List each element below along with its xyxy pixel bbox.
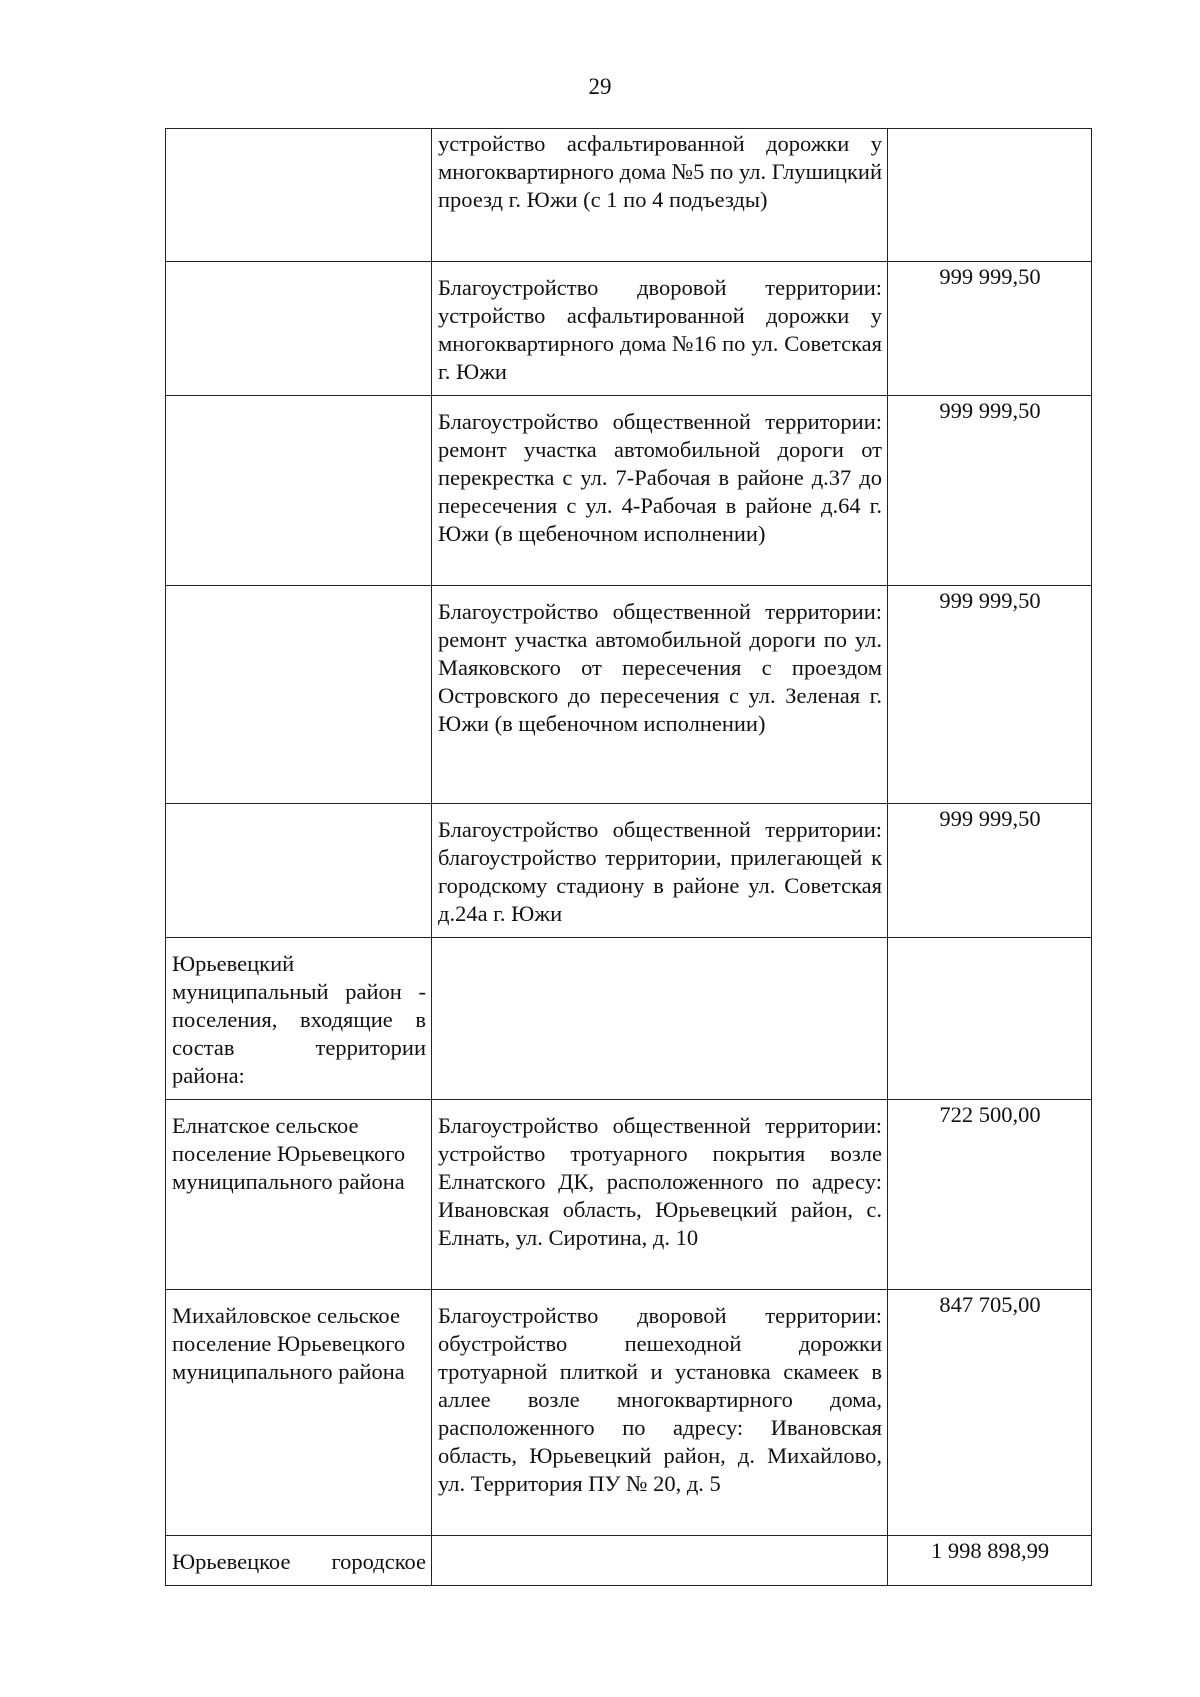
municipality-cell [166,586,432,804]
municipality-cell [166,396,432,586]
amount-cell [888,129,1092,262]
description-cell: Благоустройство общественной территории: благоустройство территории, прилегающей к городскому стадиону в районе ул. Советская д.24а г. Южи [432,804,888,938]
amount-cell: 999 999,50 [888,396,1092,586]
table-row [166,586,1092,804]
description-cell [432,1536,888,1586]
description-cell: устройство асфальтированной дорожки у многоквартирного дома №5 по ул. Глушицкий проезд г. Южи (с 1 по 4 подъезды) [432,129,888,262]
table-row [166,129,1092,262]
municipality-cell: Михайловское сельское поселение Юрьевецкого муниципального района [166,1290,432,1536]
page-number: 29 [588,74,612,99]
description-cell: Благоустройство общественной территории: ремонт участка автомобильной дороги от перекрестка с ул. 7-Рабочая в районе д.37 до пересечения с ул. 4-Рабочая в районе д.64 г. Южи (в щебеночном исполнении) [432,396,888,586]
description-cell [432,938,888,1100]
table-row [166,396,1092,586]
amount-cell: 999 999,50 [888,586,1092,804]
description-cell: Благоустройство общественной территории: ремонт участка автомобильной дороги по ул. Маяковского от пересечения с проездом Островского до пересечения с ул. Зеленая г. Южи (в щебеночном исполнении) [432,586,888,804]
description-cell: Благоустройство дворовой территории: обустройство пешеходной дорожки тротуарной плиткой и установка скамеек в аллее возле многоквартирного дома, расположенного по адресу: Ивановская область, Юрьевецкий район, д. Михайлово, ул. Территория ПУ № 20, д. 5 [432,1290,888,1536]
municipality-cell [166,262,432,396]
municipality-cell: Юрьевецкое городское [166,1536,432,1586]
table-row [166,262,1092,396]
amount-cell: 1 998 898,99 [888,1536,1092,1586]
municipality-cell: Елнатское сельское поселение Юрьевецкого муниципального района [166,1100,432,1290]
amount-cell: 999 999,50 [888,262,1092,396]
table-row [166,938,1092,1100]
municipality-cell [166,804,432,938]
municipality-cell [166,129,432,262]
table-row [166,1536,1092,1586]
description-cell: Благоустройство общественной территории: устройство тротуарного покрытия возле Елнатского ДК, расположенного по адресу: Ивановская область, Юрьевецкий район, с. Елнать, ул. Сиротина, д. 10 [432,1100,888,1290]
amount-cell [888,938,1092,1100]
description-cell: Благоустройство дворовой территории: устройство асфальтированной дорожки у многоквартирного дома №16 по ул. Советская г. Южи [432,262,888,396]
amount-cell: 999 999,50 [888,804,1092,938]
funding-table [165,128,1092,1586]
amount-cell: 722 500,00 [888,1100,1092,1290]
table-row [166,1100,1092,1290]
table-row [166,804,1092,938]
amount-cell: 847 705,00 [888,1290,1092,1536]
municipality-cell: Юрьевецкий муниципальный район - поселения, входящие в состав территории района: [166,938,432,1100]
table-row [166,1290,1092,1536]
